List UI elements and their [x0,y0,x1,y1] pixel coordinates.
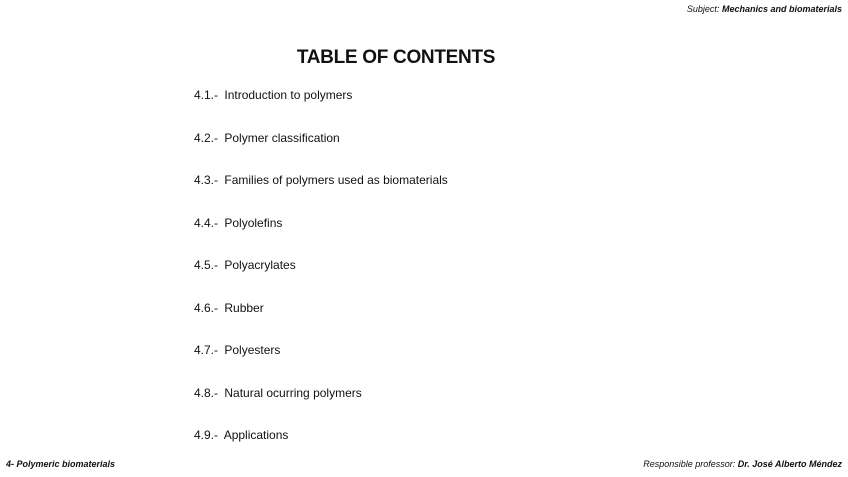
professor-label: Responsible professor: [643,459,736,469]
toc-item-text: Introduction to polymers [224,88,353,102]
toc-item-number: 4.7.- [194,343,219,357]
professor-footer [643,459,842,469]
subject-label: Subject: [686,4,720,14]
toc-item-4-2 [194,130,448,173]
page-title: TABLE OF CONTENTS [296,47,496,68]
toc-item-4-9 [194,427,448,470]
toc-item-text: Applications [223,428,289,442]
toc-item-4-4 [194,215,448,258]
toc-item-text: Polyolefins [224,215,283,230]
toc-item-number: 4.1.- [194,88,219,102]
toc-item-4-3 [194,172,448,215]
toc-item-4-8 [194,385,448,428]
toc-item-number: 4.8.- [194,385,219,400]
toc-item-text: Natural ocurring polymers [224,385,362,400]
toc-item-4-7 [194,342,448,385]
toc-item-number: 4.4.- [194,215,219,230]
toc-item-number: 4.5.- [194,258,219,272]
professor-name: Dr. José Alberto Méndez [737,459,842,469]
toc-item-number: 4.6.- [194,300,219,315]
subject-name: Mechanics and biomaterials [721,4,842,14]
toc-item-4-6 [194,300,448,343]
toc-item-text: Families of polymers used as biomaterials [224,173,448,187]
toc-item-number: 4.9.- [194,428,219,442]
toc-item-number: 4.2.- [194,130,219,145]
toc-item-4-1 [194,87,448,130]
toc-item-text: Polymer classification [224,130,340,145]
toc-item-4-5 [194,257,448,300]
toc-item-text: Rubber [224,300,264,315]
table-of-contents [194,87,448,470]
toc-item-text: Polyacrylates [224,258,296,272]
chapter-footer: 4- Polymeric biomaterials [6,459,116,469]
toc-item-number: 4.3.- [194,173,219,187]
subject-header [687,4,842,14]
toc-item-text: Polyesters [224,343,281,357]
